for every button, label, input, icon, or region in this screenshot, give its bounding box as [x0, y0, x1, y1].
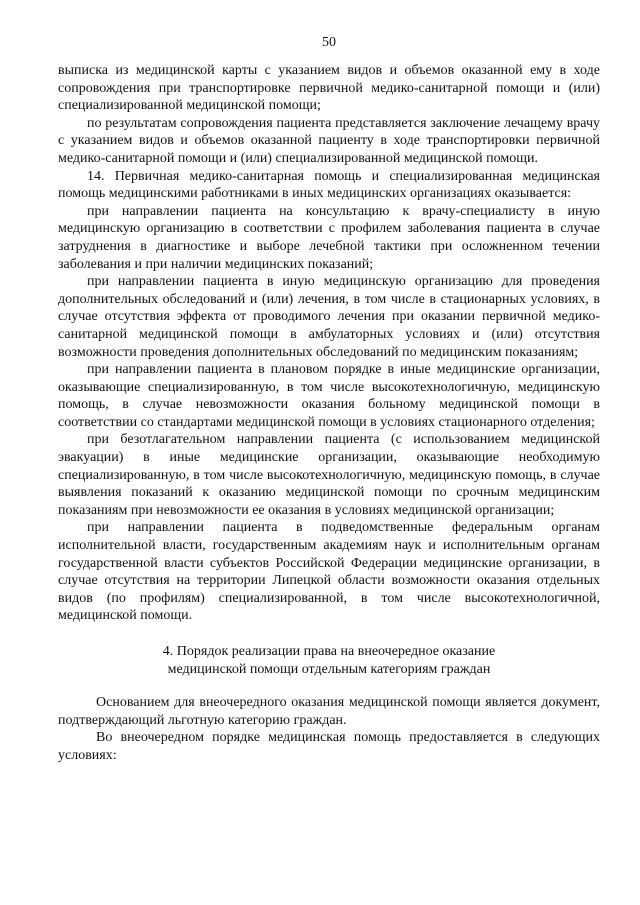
paragraph-item-14: 14. Первичная медико-санитарная помощь и специализированная медицинская помощь медицинскими работниками в иных медицинских организациях оказывается: — [58, 168, 600, 202]
document-page — [58, 34, 600, 765]
section-heading-line-2: медицинской помощи отдельным категориям граждан — [167, 661, 491, 677]
paragraph-federal-referral: при направлении пациента в подведомственные федеральным органам исполнительной власти, государственным академиям наук и исполнительным органам государственной власти субъектов Российской Федерации медицинские организации, в случае отсутствия на территории Липецкой области возможности оказания отдельных видов (по профилям) специализированной, в том числе высокотехнологичной, медицинской помощи. — [58, 520, 600, 624]
paragraph-additional-examination: при направлении пациента в иную медицинскую организацию для проведения дополнительных обследований и (или) лечения, в том числе в стационарных условиях, в случае отсутствия эффекта от проводимого лечения при оказании первичной медико-санитарной медицинской помощи в амбулаторных условиях и (или) отсутствия возможности проведения дополнительных обследований по медицинским показаниям; — [58, 274, 600, 360]
section-heading-line-1: 4. Порядок реализации права на внеочередное оказание — [162, 644, 496, 659]
paragraph-basis-priority: Основанием для внеочередного оказания медицинской помощи является документ, подтверждающий льготную категорию граждан. — [58, 695, 600, 728]
paragraph-consultation-referral: при направлении пациента на консультацию к врачу-специалисту в иную медицинскую организацию в соответствии с профилем заболевания пациента в случае затруднения в диагностике и выборе лечебной тактики при осложненном течении заболевания и при наличии медицинских показаний; — [58, 203, 600, 272]
body-text-top — [58, 62, 600, 625]
paragraph-extract-record: выписка из медицинской карты с указанием видов и объемов оказанной ему в ходе сопровождения при транспортировке первичной медико-санитарной помощи и (или) специализированной медицинской помощи; — [58, 63, 600, 114]
body-text-bottom — [58, 694, 600, 764]
paragraph-escort-conclusion: по результатам сопровождения пациента представляется заключение лечащему врачу с указанием видов и объемов оказанной пациенту в ходе транспортировки первичной медико-санитарной помощи и (или) специализированной медицинской помощи. — [58, 115, 600, 166]
paragraph-planned-referral: при направлении пациента в плановом порядке в иные медицинские организации, оказывающие специализированную, в том числе высокотехнологичную, медицинскую помощь, в случае невозможности оказания больному медицинской помощи в соответствии со стандартами медицинской помощи в условиях стационарного отделения; — [58, 362, 600, 430]
paragraph-priority-conditions: Во внеочередном порядке медицинская помощь предоставляется в следующих условиях: — [58, 730, 600, 763]
section-heading — [58, 643, 600, 678]
page-number: 50 — [322, 35, 336, 50]
paragraph-urgent-referral: при безотлагательном направлении пациента (с использованием медицинской эвакуации) в иные медицинские организации, оказывающие необходимую специализированную, в том числе высокотехнологичную, медицинскую помощь, в случае выявления показаний к оказанию медицинской помощи по срочным медицинским показаниям при невозможности ее оказания в условиях медицинской организации; — [58, 432, 600, 518]
